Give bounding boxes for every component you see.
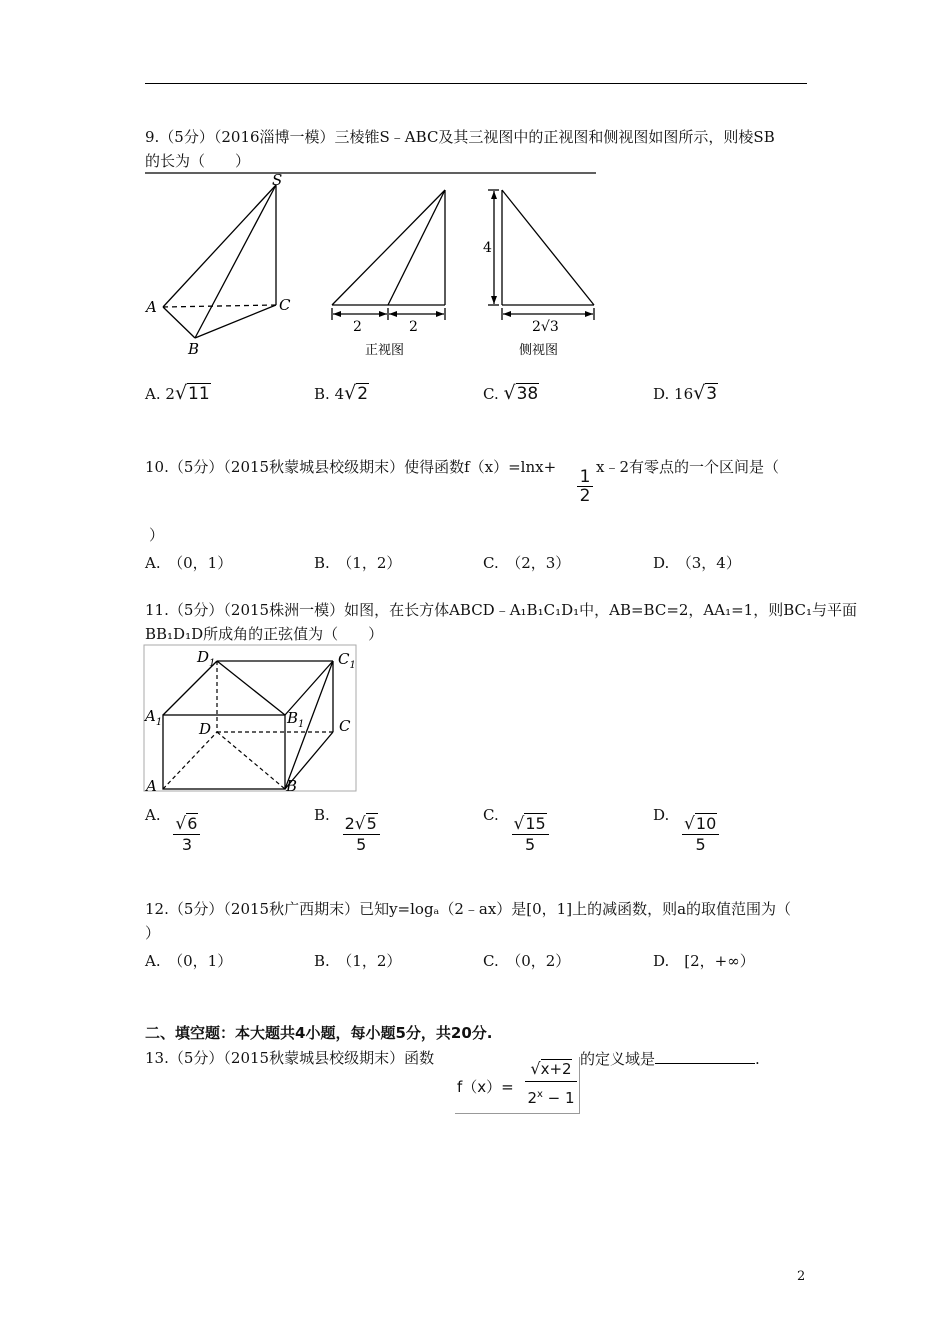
q10-stem-part1: 10.（5分）（2015秋蒙城县校级期末）使得函数f（x）=lnx+ [145,458,557,476]
q11-label-a1: $A_1$ [145,707,163,728]
q11-label-b: B [286,777,298,794]
q11-label-d1: $D_1$ [197,648,216,669]
q13-stem-part2: 的定义域是 . [580,1050,760,1068]
q9-label-a: A [146,298,157,316]
q9-front-view-label: 正视图 [365,343,405,358]
q9-option-b: B. 4√2 [314,382,369,404]
q12-option-a: A. （0，1） [145,952,233,970]
q11-figure [143,644,359,794]
q13-formula: f（x）= √x+2 $2^x - 1$ [455,1057,580,1114]
q10-option-a: A. （0，1） [145,554,233,572]
q12-stem-line1: 12.（5分）（2015秋广西期末）已知y=logₐ（2﹣ax）是[0，1]上的减函数，则a的取值范围为（ [145,900,792,918]
page-number: 2 [797,1269,806,1284]
q11-option-b: B. $\frac{2√5}{5}$ [314,806,380,854]
q11-stem-line2: BB₁D₁D所成角的正弦值为（ ） [145,625,384,643]
q10-option-b: B. （1，2） [314,554,402,572]
q11-label-c: C [339,717,351,735]
q12-option-b: B. （1，2） [314,952,402,970]
answer-blank[interactable] [655,1049,755,1064]
q12-option-d: D. [2，+∞） [653,952,755,970]
q10-stem-part2: x﹣2有零点的一个区间是（ [596,458,780,476]
q9-stem-line1: 9.（5分）（2016淄博一模）三棱锥S﹣ABC及其三视图中的正视图和侧视图如图所示，则棱SB [145,128,775,146]
section-heading: 二、填空题：本大题共4小题，每小题5分，共20分. [145,1024,493,1042]
q11-option-a: A. $\frac{√6}{3}$ [145,806,200,854]
q9-side-base: 2√3 [532,319,559,335]
q11-label-a: A [146,777,157,794]
q9-figure [143,168,598,360]
q11-option-c: C. $\frac{√15}{5}$ [483,806,549,854]
q9-front-width-1: 2 [353,319,362,335]
header-rule [145,83,807,84]
q11-label-d: D [199,720,212,738]
q9-side-view-label: 侧视图 [519,343,559,358]
q11-label-c1: $C_1$ [338,650,356,671]
q9-label-c: C [279,296,291,314]
q10-fraction: 1 2 [577,468,593,505]
q9-option-d: D. 16√3 [653,382,718,404]
q12-option-c: C. （0，2） [483,952,571,970]
q11-label-b1: $B_1$ [287,709,305,730]
q10-option-c: C. （2，3） [483,554,571,572]
q10-option-d: D. （3，4） [653,554,741,572]
q10-stem-part3: ） [149,526,165,544]
q11-option-d: D. $\frac{√10}{5}$ [653,806,719,854]
q9-label-b: B [188,340,200,358]
q9-front-width-2: 2 [409,319,418,335]
q12-stem-line2: ） [145,924,161,942]
q11-stem-line1: 11.（5分）（2015株洲一模）如图，在长方体ABCD﹣A₁B₁C₁D₁中，AB=BC=2，AA₁=1，则BC₁与平面 [145,601,858,619]
q9-side-height: 4 [483,240,492,256]
q9-option-c: C. √38 [483,382,539,404]
q9-option-a: A. 2√11 [145,382,210,404]
q13-stem-part1: 13.（5分）（2015秋蒙城县校级期末）函数 [145,1049,435,1067]
q9-stem-line2: 的长为（ ） [145,152,251,170]
q9-label-s: S [272,171,283,189]
